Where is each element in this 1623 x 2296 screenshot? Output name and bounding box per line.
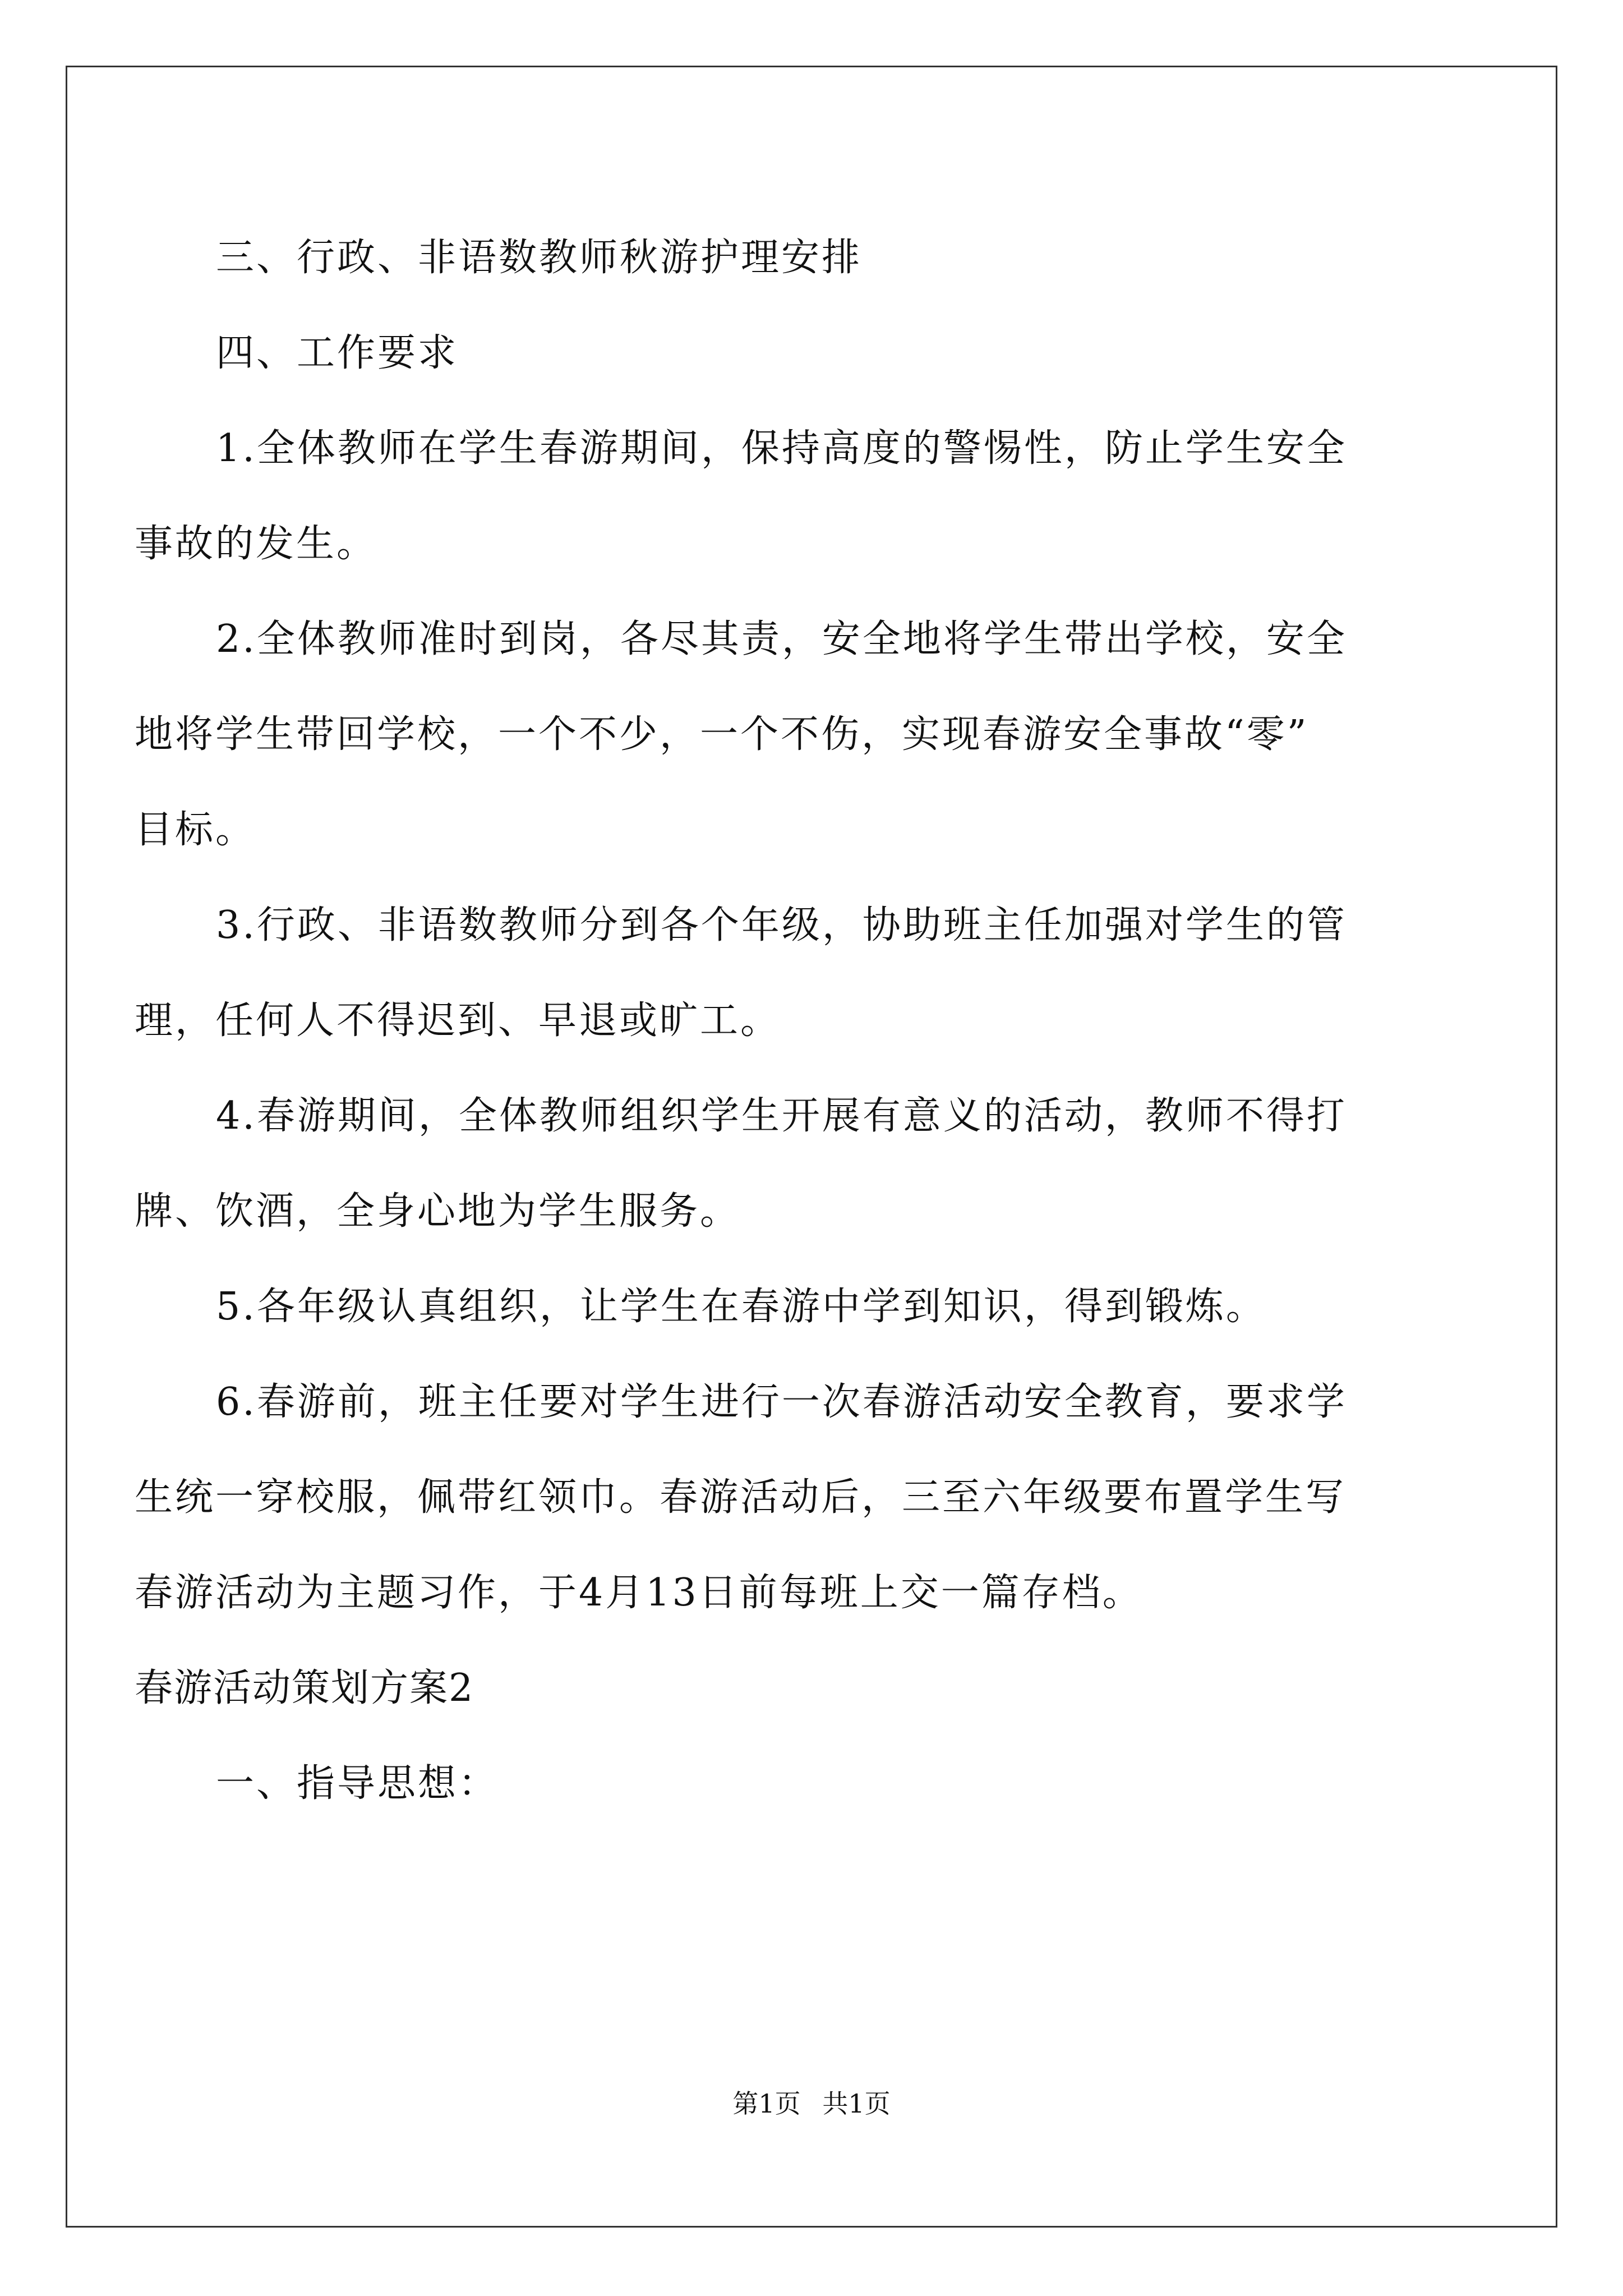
document-subtitle: 春游活动策划方案2 bbox=[135, 1666, 474, 1710]
paragraph-line: 春游活动为主题习作，于4月13日前每班上交一篇存档。 bbox=[135, 1571, 1143, 1615]
paragraph-line: 5.各年级认真组织，让学生在春游中学到知识，得到锻炼。 bbox=[216, 1285, 1266, 1329]
page-number-total: 共1页 bbox=[822, 2088, 891, 2119]
paragraph-line: 牌、饮酒，全身心地为学生服务。 bbox=[135, 1189, 741, 1234]
section-heading-4: 四、工作要求 bbox=[216, 331, 459, 375]
paragraph-line: 4.春游期间，全体教师组织学生开展有意义的活动，教师不得打 bbox=[216, 1094, 1347, 1138]
paragraph-line: 目标。 bbox=[135, 808, 256, 852]
paragraph-line: 1.全体教师在学生春游期间，保持高度的警惕性，防止学生安全 bbox=[216, 426, 1347, 471]
paragraph-line: 2.全体教师准时到岗，各尽其责，安全地将学生带出学校，安全 bbox=[216, 617, 1347, 661]
section-heading-1: 一、指导思想： bbox=[216, 1761, 499, 1806]
page-border bbox=[66, 66, 1557, 2228]
page-number-current: 第1页 bbox=[732, 2088, 801, 2119]
paragraph-line: 事故的发生。 bbox=[135, 522, 377, 566]
page-footer bbox=[0, 2087, 1623, 2120]
paragraph-line: 地将学生带回学校，一个不少，一个不伤，实现春游安全事故“零” bbox=[135, 712, 1309, 757]
paragraph-line: 理，任何人不得迟到、早退或旷工。 bbox=[135, 999, 781, 1043]
paragraph-line: 3.行政、非语数教师分到各个年级，协助班主任加强对学生的管 bbox=[216, 903, 1347, 947]
paragraph-line: 生统一穿校服，佩带红领巾。春游活动后，三至六年级要布置学生写 bbox=[135, 1475, 1347, 1520]
paragraph-line: 6.春游前，班主任要对学生进行一次春游活动安全教育，要求学 bbox=[216, 1380, 1347, 1424]
section-heading-3: 三、行政、非语数教师秋游护理安排 bbox=[216, 236, 863, 280]
